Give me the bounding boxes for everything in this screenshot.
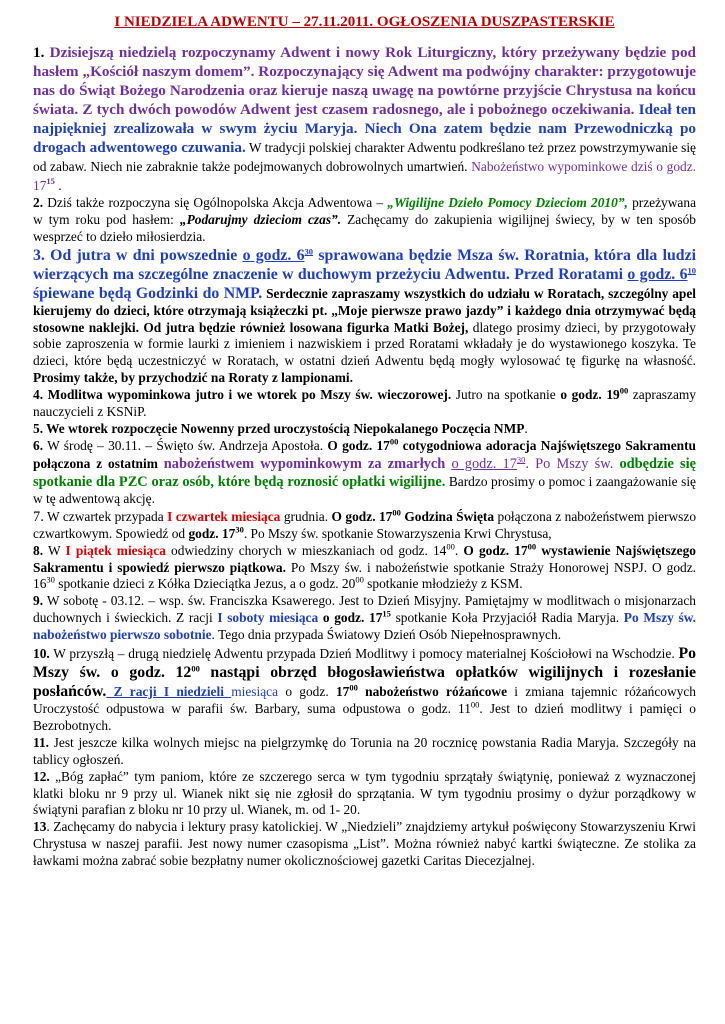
announcement-6 (33, 438, 696, 508)
announcement-1-prayer-time: Nabożeństwo wypominkowe dziś o godz. 17 (33, 158, 697, 193)
announcement-13 (33, 819, 696, 870)
announcement-2-text: Dziś także rozpoczyna się Ogólnopolska Akcja Adwentowa – (43, 194, 388, 210)
announcement-2-number: 2. (33, 194, 44, 210)
announcement-9 (33, 593, 696, 644)
announcement-8 (33, 543, 696, 594)
announcement-1-tradition: W tradycji polskiej charakter Adwentu podkreślano też przez powstrzymywanie się od zabaw. Niech nie zabraknie także podejmowanych dobrowolnych umartwień. (33, 139, 696, 174)
announcement-8-number: 8. (33, 542, 44, 558)
announcement-10 (33, 644, 696, 735)
announcement-6-wypominki: nabożeństwem wypominkowym za zmarłych (163, 455, 446, 472)
announcement-4-prayer: 4. Modlitwa wypominkowa jutro i we wtorek po Mszy św. wieczorowej. (33, 387, 452, 403)
announcement-3-rorate-minutes: 30 (304, 246, 314, 257)
announcement-9-disabled-day: . Tego dnia przypada Światowy Dzień Osób Niepełnosprawnych. (211, 627, 562, 643)
announcement-8-sick-visits: odwiedziny chorych w mieszkaniach od godz. 14 (165, 542, 447, 558)
announcement-10-number: 10. (33, 646, 50, 662)
announcement-9-first-saturday: I soboty miesiąca (217, 610, 319, 626)
announcement-13-press: . Zachęcamy do nabycia i lektury prasy katolickiej. W „Niedzieli” znajdziemy artykuł poświęcony Stowarzyszeniu Krwi Chrystusa w naszej parafii. Jest nowy numer czasopisma „List”. Można również nabyć kartki świąteczne. Ze stolika za ławkami można zabrać sobie bezpłatny numer okolicznościowej gazetki Caritas Diecezjalnej. (33, 819, 696, 869)
announcement-2-motto-intro: przeżywana w tym roku pod hasłem: (33, 194, 697, 227)
announcement-4-meeting: Jutro na spotkanie (451, 387, 561, 403)
announcement-3-godzinki-minutes: 10 (687, 265, 696, 276)
announcement-2 (33, 195, 696, 246)
announcement-10-indulgence-minutes: 00 (470, 699, 480, 710)
announcement-8-youth-minutes: 00 (355, 574, 364, 585)
announcement-6-feast: W środę – 30.11. – Święto św. Andrzeja Apostoła. (43, 437, 328, 453)
announcement-9-saturday-devotion: Po Mszy św. nabożeństwo pierwszo sobotnie (33, 610, 696, 643)
announcement-10-rosary-time: 17 (335, 684, 350, 700)
announcement-6-adoration: cotygodniowa adoracja Najświętszego Sakramentu połączona z ostatnim (33, 437, 696, 471)
announcement-8-first-friday: I piątek miesiąca (65, 542, 166, 558)
announcement-9-number: 9. (33, 593, 44, 609)
announcement-1 (33, 43, 696, 195)
announcement-8-children-minutes: 30 (46, 574, 55, 585)
page-title: I NIEDZIELA ADWENTU – 27.11.2011. OGŁOSZENIA DUSZPASTERSKIE (114, 14, 615, 30)
announcement-7-confession-time: godz. 17 (188, 525, 236, 541)
announcement-8-youth: spotkanie młodzieży z KSM. (363, 576, 523, 592)
announcement-10-rosary-minutes: 00 (349, 682, 358, 693)
announcement-4-minutes: 00 (619, 385, 629, 396)
announcement-9-minutes: 15 (382, 608, 391, 619)
announcement-10-rosary: nabożeństwo różańcowe (357, 684, 508, 700)
announcement-3-rorate-desc: sprawowana będzie Msza św. Roratnia, która dla ludzi wierzących ma szczególne znaczenie w duchowym przeżyciu Adwentu. Przed Roratami (33, 246, 696, 283)
announcement-7-holy-hour-minutes: 00 (392, 507, 401, 518)
announcement-6-number: 6. (33, 437, 44, 453)
announcement-5 (33, 421, 696, 438)
announcement-7-confession: połączona z nabożeństwem pierwszo czwartkowym. Spowiedź od (33, 508, 697, 541)
announcement-2-candle: Zachęcamy do zakupienia wigilijnej świecy, by w ten sposób wesprzeć to dzieło miłosierdzia. (33, 211, 696, 244)
announcement-3-lanterns: Prosimy także, by przychodzić na Roraty z lampionami. (33, 370, 353, 386)
announcement-3-rorate-time: o godz. 6 (242, 246, 305, 264)
announcement-1-end: . (54, 177, 62, 193)
announcement-6-after-mass: . Po Mszy św. (525, 455, 620, 472)
announcement-10-at: o godz. (278, 684, 336, 700)
announcement-11-pilgrimage: Jest jeszcze kilka wolnych miejsc na pielgrzymkę do Torunia na 20 rocznicę powstania Radia Maryja. Szczegóły na tablicy ogłoszeń. (33, 734, 696, 767)
announcement-10-blessing: nastąpi obrzęd błogosławieństwa opłatków wigilijnych i rozesłanie posłańców. (33, 664, 696, 701)
announcement-3-rorate: 3. Od jutra w dni powszednie (33, 246, 243, 264)
announcement-6-adoration-minutes: 00 (389, 436, 399, 447)
announcement-9-radio-maryja: spotkanie Koła Przyjaciół Radia Maryja. (390, 610, 624, 626)
announcement-2-motto: „Podarujmy dzieciom czas”. (179, 211, 342, 227)
announcement-8-visits-minutes: 00 (446, 541, 455, 552)
announcement-7-intro: W czwartek przypada (43, 508, 168, 524)
announcement-10-unemployed: . Jest to dzień modlitwy i pamięci o Bezrobotnych. (33, 701, 696, 733)
announcement-8-honor-guard: Po Mszy św. i nabożeństwie spotkanie Straży Honorowej NSPJ. O godz. 16 (33, 559, 697, 592)
announcement-5-end: . (524, 420, 528, 436)
announcement-7-month: grudnia. (280, 508, 332, 524)
announcement-8-exposition: wystawienie Najświętszego Sakramentu i spowiedź pierwszo piątkowa. (33, 542, 696, 575)
announcement-11 (33, 735, 696, 769)
announcement-3-godzinki-time: o godz. 6 (627, 265, 688, 283)
announcement-1-mary-guide: Ideał ten najpiękniej zrealizowała w swym życiu Maryja. Niech Ona zatem będzie nam Przewodniczką po drogach adwentowego czuwania. (33, 100, 697, 156)
announcement-7-number: 7. (33, 508, 44, 525)
announcement-10-prayer-day: W przyszłą – drugą niedzielę Adwentu przypada Dzień Modlitwy i pomocy materialnej Kościołowi na Wschodzie. (49, 646, 679, 662)
announcement-1-advent-intro: Dzisiejszą niedzielą rozpoczynamy Adwent i nowy Rok Liturgiczny, który przeżywany będzie pod hasłem „Kościół naszym domem”. Rozpoczynający się Adwent ma podwójny charakter: przygotowuje nas do Świąt Bożego Narodzenia oraz kieruje naszą uwagę na powtórne przyjście Chrystusa na końcu świata. Z tych dwóch powodów Adwent jest czasem radosnego, ale i pobożnego oczekiwania. (33, 43, 696, 118)
announcement-3 (33, 246, 696, 388)
announcement-8-children: spotkanie dzieci z Kółka Dzieciątka Jezus, a o godz. 20 (54, 576, 356, 592)
announcement-1-number: 1. (33, 43, 45, 61)
announcement-7-first-thursday: I czwartek miesiąca (167, 508, 281, 524)
announcement-4-teachers: zapraszamy nauczycieli z KSNiP. (33, 387, 697, 420)
announcement-10-indulgence: i zmiana tajemnic różańcowych Uroczystość odpustowa w parafii św. Barbary, suma odpustowa o godz. 11 (33, 684, 696, 717)
announcement-7-association: . Po Mszy św. spotkanie Stowarzyszenia Krwi Chrystusa, (243, 525, 552, 541)
announcement-8-intro: W (43, 542, 66, 558)
announcement-8-exposition-minutes: 00 (527, 541, 537, 552)
announcement-10-blessing-minutes: 00 (191, 663, 200, 674)
announcement-12-cleaning: „Bóg zapłać” tym paniom, które ze szczerego serca w tym tygodniu sprzątały świątynię, ponieważ z wyznaczonej klatki bloku nr 9 przy ul. Wianek nikt się nie zgłosił do sprzątania. W tym tygodniu prosimy o dyżur porządkowy w świątyni parafian z bloku nr 10 przy ul. Wianek, m. od 1- 20. (33, 768, 696, 818)
announcement-7-confession-minutes: 30 (235, 524, 244, 535)
announcement-13-number: 13 (33, 819, 47, 835)
announcement-11-number: 11. (33, 734, 49, 750)
announcement-10-month: miesiąca (231, 684, 279, 700)
announcement-10-first-sunday: Z racji I niedzieli (106, 684, 232, 700)
announcement-6-wypominki-time: o godz. 17 (451, 455, 517, 472)
announcement-6-wypominki-minutes: 30 (516, 454, 526, 465)
announcement-9-mission-day: W sobotę - 03.12. – wsp. św. Franciszka Ksawerego. Jest to Dzień Misyjny. Pamiętajmy w modlitwach o misjonarzach duchownych i świeckich. Z racji (33, 593, 696, 626)
announcement-12-number: 12. (33, 768, 50, 784)
announcement-8-sep: . (454, 542, 464, 558)
announcement-1-prayer-minutes: 15 (46, 175, 55, 186)
announcement-9-time: o godz. 17 (318, 610, 383, 626)
announcement-3-figurine: dlatego prosimy dzieci, by przygotowały sobie zaproszenia w formie laurki z imieniem i nazwiskiem i przed Roratami wkładały je do wystawionego koszyka. Te dzieci, które będą uczestniczyć w Roratach, w ostatni dzień Adwentu będą mogły wylosować tę figurkę na własność. (33, 319, 696, 369)
announcement-6-request: Bardzo prosimy o pomoc i zaangażowanie się w tę adwentową akcję. (33, 473, 696, 506)
announcement-7-holy-hour-time: O godz. 17 (331, 508, 393, 524)
announcement-4-time: o godz. 19 (560, 387, 620, 403)
announcement-7-holy-hour: Godzina Święta (400, 508, 495, 524)
announcement-6-pzc-meeting: odbędzie się spotkanie dla PZC oraz osób, które będą roznosić opłatki wigilijne. (33, 455, 696, 490)
announcement-8-exposition-time: O godz. 17 (463, 542, 528, 558)
announcement-6-adoration-time: O godz. 17 (327, 437, 390, 453)
announcement-3-invitation: Serdecznie zapraszamy wszystkich do udziału w Roratach, szczególny apel kierujemy do dzieci, które otrzymają książeczki pt. „Moje pierwsze prawo jazdy” i każdego dnia otrzymywać będą stosowne naklejki. Od jutra będzie również losowana figurka Matki Bożej, (33, 285, 696, 335)
announcement-12 (33, 769, 696, 820)
announcement-7 (33, 508, 696, 543)
announcement-4 (33, 387, 696, 421)
announcement-10-blessing-time: Po Mszy św. o godz. 12 (33, 645, 696, 682)
announcement-3-godzinki: śpiewane będą Godzinki do NMP. (33, 284, 263, 302)
announcement-2-campaign-name: „Wigilijne Dzieło Pomocy Dzieciom 2010”, (387, 194, 628, 210)
announcement-5-novena: 5. We wtorek rozpoczęcie Nowenny przed uroczystością Niepokalanego Poczęcia NMP (33, 420, 525, 436)
